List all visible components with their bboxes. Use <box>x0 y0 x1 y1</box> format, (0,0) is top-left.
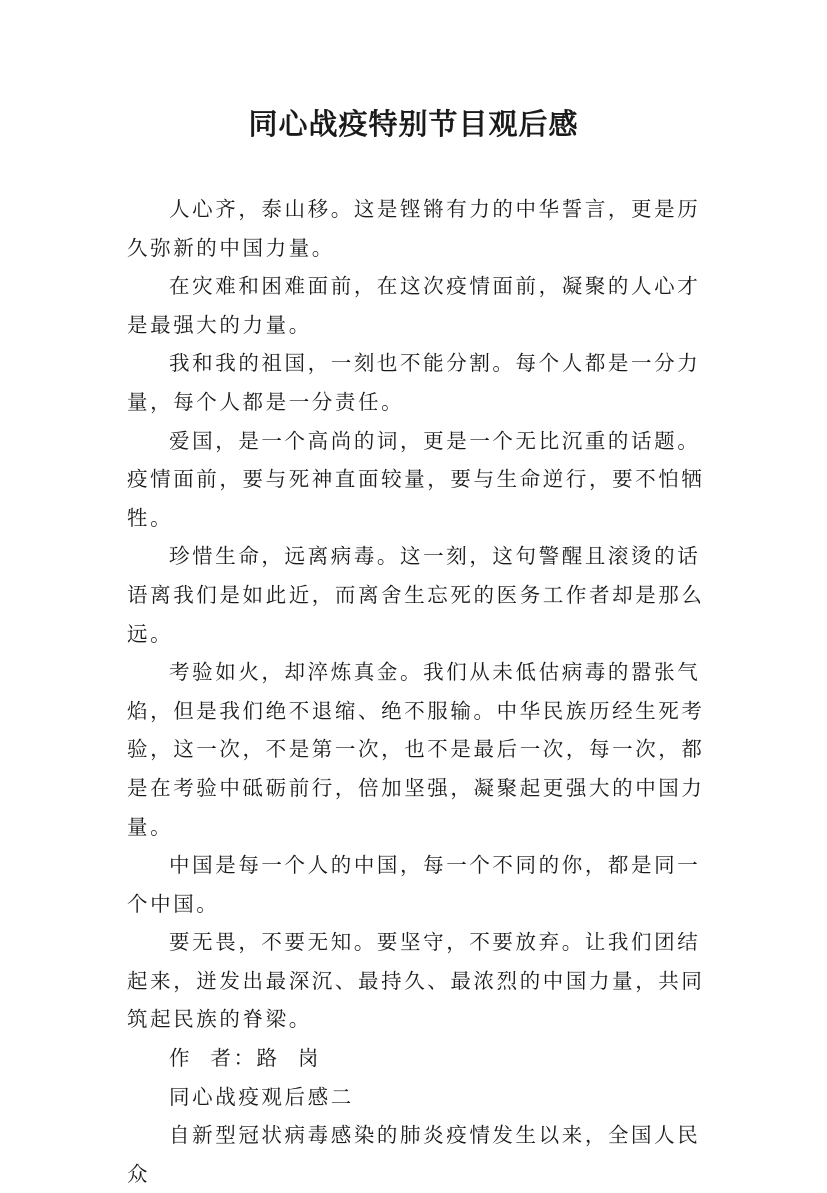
paragraph: 我和我的祖国，一刻也不能分割。每个人都是一分力量，每个人都是一分责任。 <box>127 351 701 414</box>
paragraph: 要无畏，不要无知。要坚守，不要放弃。让我们团结起来，迸发出最深沉、最持久、最浓烈的中国力量，共同筑起民族的脊梁。 <box>127 930 705 1032</box>
section-subtitle: 同心战疫观后感二 <box>169 1084 354 1109</box>
paragraph: 珍惜生命，远离病毒。这一刻，这句警醒且滚烫的话语离我们是如此近，而离舍生忘死的医务工作者却是那么远。 <box>127 544 705 646</box>
paragraph: 自新型冠状病毒感染的肺炎疫情发生以来，全国人民众 <box>127 1123 701 1186</box>
paragraph: 在灾难和困难面前，在这次疫情面前，凝聚的人心才是最强大的力量。 <box>127 274 701 337</box>
document-title: 同心战疫特别节目观后感 <box>248 107 579 141</box>
paragraph: 考验如火，却淬炼真金。我们从未低估病毒的嚣张气焰，但是我们绝不退缩、绝不服输。中华民族历经生死考验，这一次，不是第一次，也不是最后一次，每一次，都是在考验中砥砺前行，倍加坚强，凝聚起更强大的中国力量。 <box>127 660 705 839</box>
paragraph: 人心齐，泰山移。这是铿锵有力的中华誓言，更是历久弥新的中国力量。 <box>127 197 701 260</box>
author-line: 作 者：路 岗 <box>169 1046 321 1071</box>
paragraph: 爱国，是一个高尚的词，更是一个无比沉重的话题。疫情面前，要与死神直面较量，要与生命逆行，要不怕牺牲。 <box>127 428 705 530</box>
document-body <box>127 190 709 1193</box>
paragraph: 中国是每一个人的中国，每一个不同的你，都是同一个中国。 <box>127 853 701 916</box>
